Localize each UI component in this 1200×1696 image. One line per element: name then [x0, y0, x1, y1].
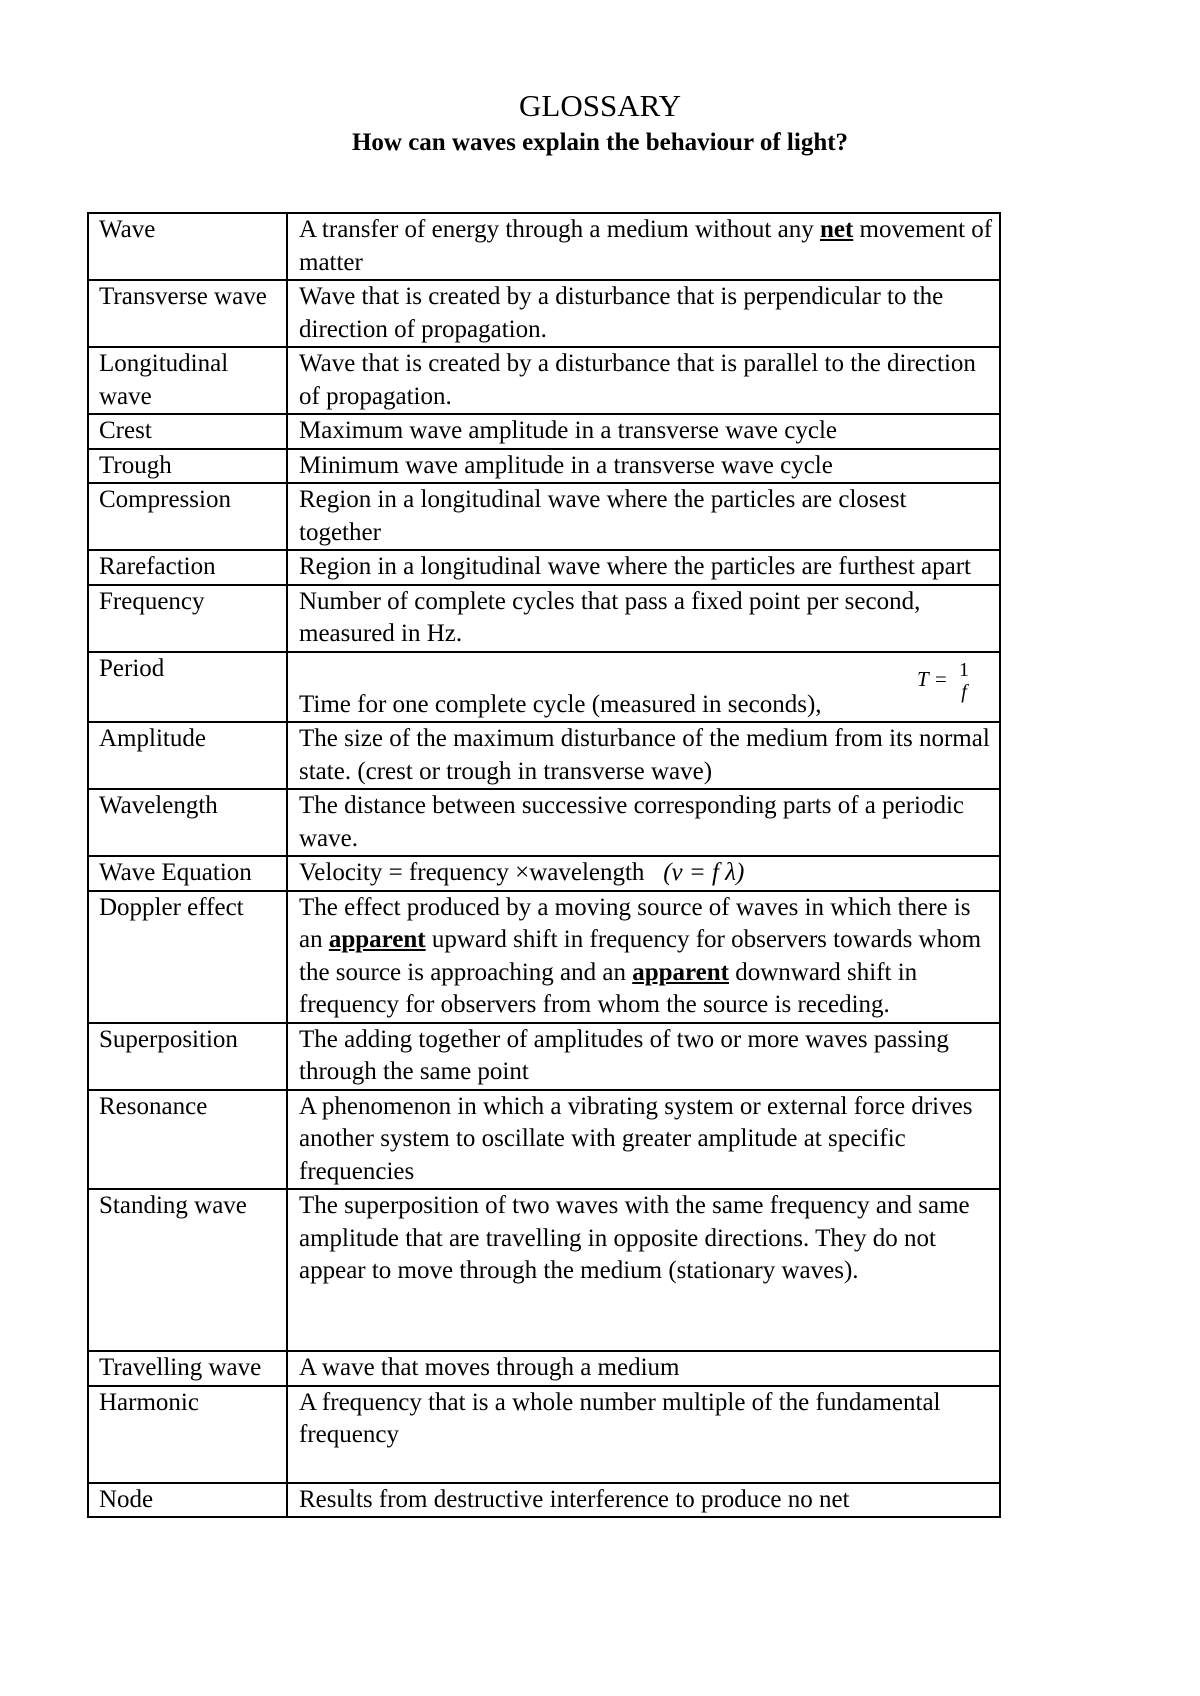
term-cell: Amplitude: [88, 722, 287, 789]
term-cell: Rarefaction: [88, 550, 287, 585]
term-cell: Compression: [88, 483, 287, 550]
definition-cell: Minimum wave amplitude in a transverse wave cycle: [287, 449, 1000, 484]
table-row: [88, 1483, 1000, 1518]
definition-cell: [287, 213, 1000, 280]
glossary-table: [87, 212, 1001, 1518]
term-cell: Wavelength: [88, 789, 287, 856]
table-row: [88, 280, 1000, 347]
definition-text: The effect produced by a moving source of waves in which there is an: [299, 893, 971, 953]
definition-cell: [287, 652, 1000, 723]
term-cell: Wave Equation: [88, 856, 287, 891]
definition-text: Velocity = frequency ×wavelength: [299, 859, 645, 886]
table-row: [88, 1189, 1000, 1351]
term-cell: Trough: [88, 449, 287, 484]
formula-lhs: T =: [917, 666, 948, 691]
formula-fraction: [953, 659, 975, 703]
table-row: [88, 891, 1000, 1023]
definition-text: upward shift in frequency for observers towards whom the source is approaching and an: [299, 926, 982, 986]
term-cell: Standing wave: [88, 1189, 287, 1351]
term-cell: Frequency: [88, 585, 287, 652]
table-row: [88, 213, 1000, 280]
term-cell: Period: [88, 652, 287, 723]
period-formula: [917, 659, 975, 703]
table-row: [88, 483, 1000, 550]
definition-cell: Maximum wave amplitude in a transverse wave cycle: [287, 414, 1000, 449]
definition-cell: The adding together of amplitudes of two or more waves passing through the same point: [287, 1023, 1000, 1090]
table-row: [88, 449, 1000, 484]
definition-text: downward shift in frequency for observers from whom the source is receding.: [299, 958, 918, 1018]
emphasis-text: net: [819, 216, 854, 243]
page-title: GLOSSARY: [519, 88, 681, 123]
table-row: [88, 856, 1000, 891]
table-row: [88, 1023, 1000, 1090]
formula-numerator: 1: [959, 658, 969, 681]
definition-cell: A frequency that is a whole number multiple of the fundamental frequency: [287, 1386, 1000, 1483]
definition-text: movement of matter: [299, 216, 993, 276]
table-row: [88, 347, 1000, 414]
definition-cell: Wave that is created by a disturbance that is perpendicular to the direction of propagation.: [287, 280, 1000, 347]
table-row: [88, 789, 1000, 856]
table-row: [88, 550, 1000, 585]
page-subtitle: How can waves explain the behaviour of light?: [351, 129, 849, 156]
definition-cell: [287, 891, 1000, 1023]
definition-cell: Region in a longitudinal wave where the particles are furthest apart: [287, 550, 1000, 585]
definition-cell: Wave that is created by a disturbance that is parallel to the direction of propagation.: [287, 347, 1000, 414]
formula-denominator: f: [961, 680, 967, 703]
definition-text: Time for one complete cycle (measured in seconds),: [299, 690, 822, 718]
emphasis-text: apparent: [632, 958, 729, 986]
term-cell: Longitudinal wave: [88, 347, 287, 414]
term-cell: Node: [88, 1483, 287, 1518]
emphasis-text: apparent: [328, 926, 426, 953]
definition-cell: The size of the maximum disturbance of the medium from its normal state. (crest or trough in transverse wave): [287, 722, 1000, 789]
definition-cell: The distance between successive corresponding parts of a periodic wave.: [287, 789, 1000, 856]
table-row: [88, 414, 1000, 449]
definition-cell: Region in a longitudinal wave where the particles are closest together: [287, 483, 1000, 550]
table-row: [88, 652, 1000, 723]
table-row: [88, 585, 1000, 652]
term-cell: Resonance: [88, 1090, 287, 1190]
term-cell: Transverse wave: [88, 280, 287, 347]
definition-cell: The superposition of two waves with the same frequency and same amplitude that are travelling in opposite directions. They do not appear to move through the medium (stationary waves).: [287, 1189, 1000, 1351]
table-row: [88, 722, 1000, 789]
term-cell: Superposition: [88, 1023, 287, 1090]
table-row: [88, 1386, 1000, 1483]
table-row: [88, 1351, 1000, 1386]
term-cell: Crest: [88, 414, 287, 449]
term-cell: Harmonic: [88, 1386, 287, 1483]
definition-cell: A wave that moves through a medium: [287, 1351, 1000, 1386]
definition-cell: [287, 856, 1000, 891]
definition-cell: A phenomenon in which a vibrating system or external force drives another system to oscillate with greater amplitude at specific frequencies: [287, 1090, 1000, 1190]
term-cell: Wave: [88, 213, 287, 280]
term-cell: Doppler effect: [88, 891, 287, 1023]
table-row: [88, 1090, 1000, 1190]
term-cell: Travelling wave: [88, 1351, 287, 1386]
definition-cell: Number of complete cycles that pass a fixed point per second, measured in Hz.: [287, 585, 1000, 652]
wave-equation-formula: (v = f λ): [663, 859, 745, 886]
definition-cell: Results from destructive interference to produce no net: [287, 1483, 1000, 1518]
definition-text: A transfer of energy through a medium without any: [299, 216, 820, 243]
